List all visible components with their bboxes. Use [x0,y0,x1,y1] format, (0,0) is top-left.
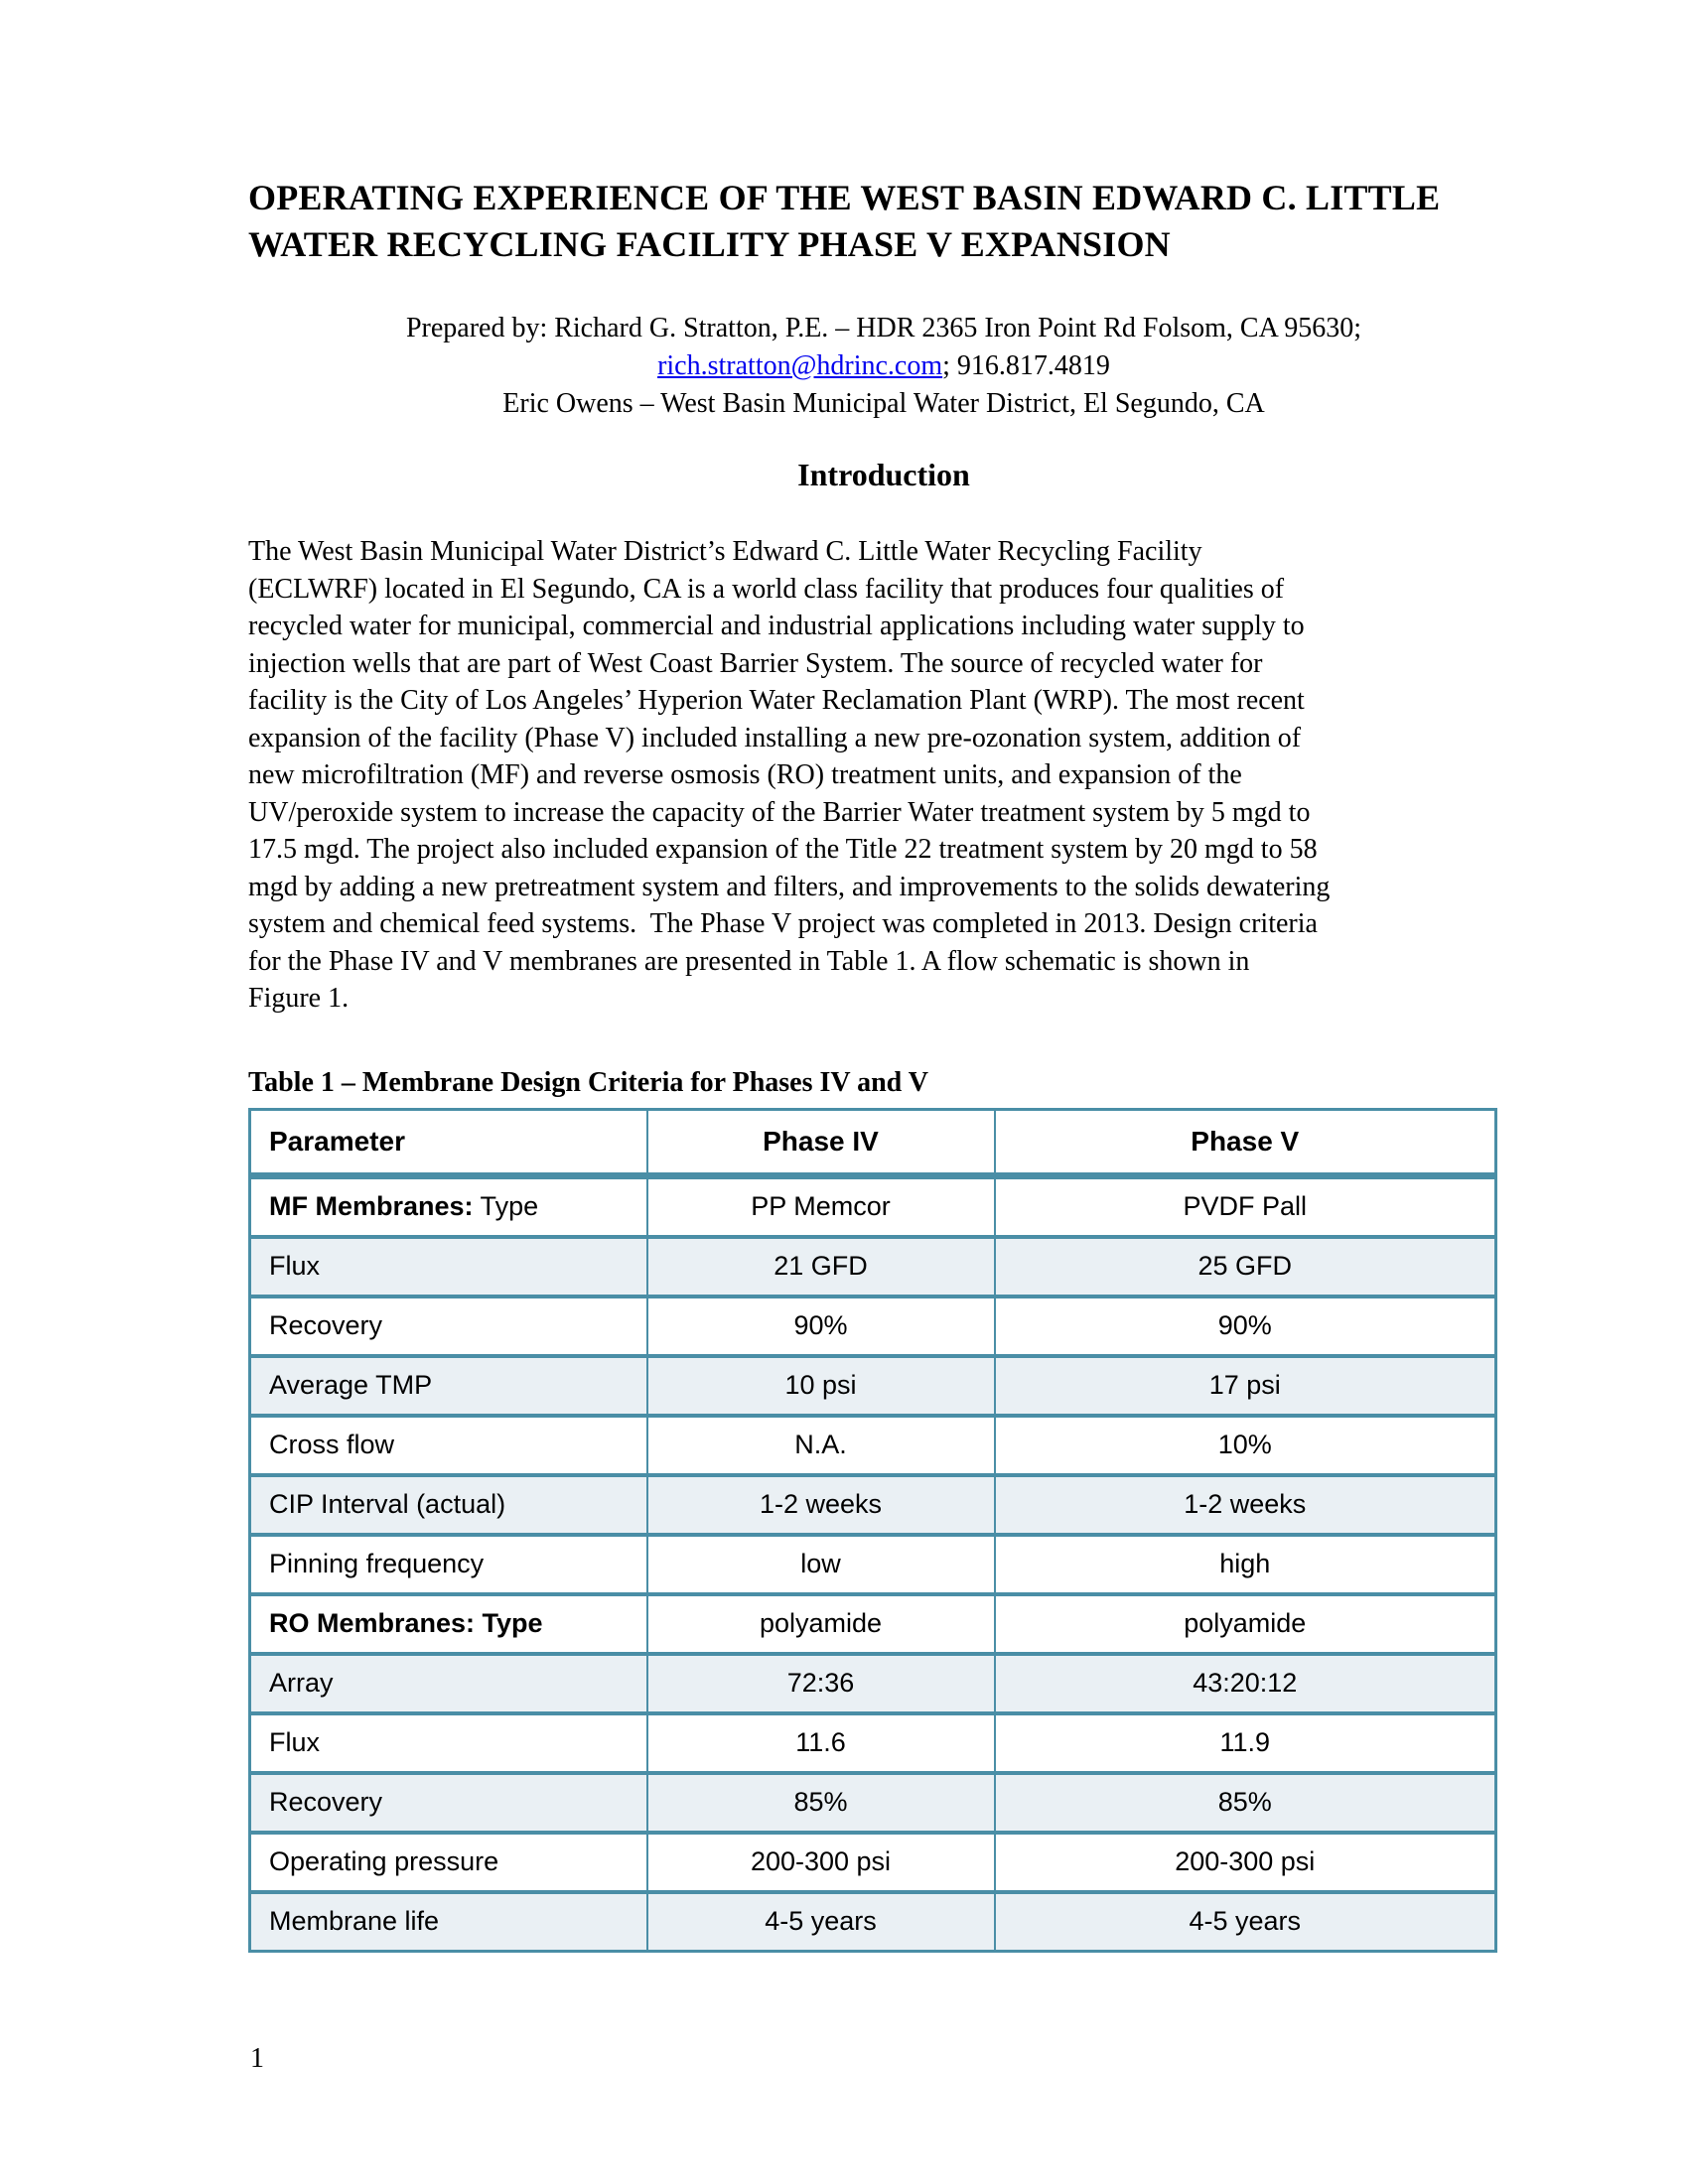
paragraph-line: for the Phase IV and V membranes are presented in Table 1. A flow schematic is shown in [248,945,1250,977]
phase4-cell: N.A. [647,1416,995,1475]
phase5-cell: 25 GFD [995,1237,1496,1297]
phase5-cell: 200-300 psi [995,1833,1496,1892]
paragraph-line: Figure 1. [248,983,350,1014]
paragraph-line: 17.5 mgd. The project also included expansion of the Title 22 treatment system by 20 mgd to 58 [248,834,1318,865]
authors-block [248,310,1519,423]
paragraph-line: new microfiltration (MF) and reverse osmosis (RO) treatment units, and expansion of the [248,759,1242,790]
param-cell: RO Membranes: Type [250,1594,647,1654]
table-caption: Table 1 – Membrane Design Criteria for Phases IV and V [248,1066,928,1098]
column-header-parameter: Parameter [250,1109,647,1175]
table-row [250,1237,1496,1297]
table-row [250,1416,1496,1475]
paragraph-line: expansion of the facility (Phase V) included installing a new pre-ozonation system, addition of [248,722,1302,753]
param-cell: Recovery [250,1297,647,1356]
phase4-cell: 1-2 weeks [647,1475,995,1535]
phase5-cell: 85% [995,1773,1496,1833]
table-header-row [250,1109,1496,1175]
table-row [250,1475,1496,1535]
table-row [250,1594,1496,1654]
phase4-cell: polyamide [647,1594,995,1654]
page-number: 1 [250,2043,264,2074]
table-row [250,1833,1496,1892]
phase4-cell: 200-300 psi [647,1833,995,1892]
table-row [250,1773,1496,1833]
phase5-cell: 43:20:12 [995,1654,1496,1713]
paragraph-line: The West Basin Municipal Water District’s Edward C. Little Water Recycling Facility [248,536,1202,567]
param-cell: Membrane life [250,1892,647,1952]
phase4-cell: 4-5 years [647,1892,995,1952]
page-title [248,175,1519,268]
phase4-cell: 72:36 [647,1654,995,1713]
table-row [250,1535,1496,1594]
paragraph-line: system and chemical feed systems. The Phase V project was completed in 2013. Design criteria [248,908,1318,939]
table-row [250,1892,1496,1952]
table-row [250,1297,1496,1356]
param-cell: Flux [250,1237,647,1297]
phase4-cell: 85% [647,1773,995,1833]
phase5-cell: 17 psi [995,1356,1496,1416]
phase4-cell: PP Memcor [647,1175,995,1237]
table-row [250,1175,1496,1237]
phase4-cell: low [647,1535,995,1594]
phase5-cell: 90% [995,1297,1496,1356]
paragraph-line: mgd by adding a new pretreatment system and filters, and improvements to the solids dewatering [248,871,1331,902]
phase5-cell: PVDF Pall [995,1175,1496,1237]
paragraph-line: UV/peroxide system to increase the capacity of the Barrier Water treatment system by 5 mgd to [248,796,1311,828]
column-header-phase4: Phase IV [647,1109,995,1175]
phase5-cell: 4-5 years [995,1892,1496,1952]
phase5-cell: polyamide [995,1594,1496,1654]
phase4-cell: 10 psi [647,1356,995,1416]
paragraph-line: (ECLWRF) located in El Segundo, CA is a world class facility that produces four qualities of [248,573,1285,605]
paragraph-line: recycled water for municipal, commercial and industrial applications including water supply to [248,611,1305,641]
email-link[interactable]: rich.stratton@hdrinc.com [657,350,943,381]
phase5-cell: high [995,1535,1496,1594]
param-cell: Operating pressure [250,1833,647,1892]
phase5-cell: 10% [995,1416,1496,1475]
phase5-cell: 1-2 weeks [995,1475,1496,1535]
table-row [250,1356,1496,1416]
page-content [248,0,1519,1953]
param-cell: Average TMP [250,1356,647,1416]
param-cell: CIP Interval (actual) [250,1475,647,1535]
phase4-cell: 90% [647,1297,995,1356]
param-cell: Cross flow [250,1416,647,1475]
table-row [250,1654,1496,1713]
phase4-cell: 11.6 [647,1713,995,1773]
param-cell: MF Membranes: Type [250,1175,647,1237]
param-cell: Array [250,1654,647,1713]
table-row [250,1713,1496,1773]
authors-line1: Prepared by: Richard G. Stratton, P.E. – HDR 2365 Iron Point Rd Folsom, CA 95630; [405,313,1362,343]
paragraph-line: injection wells that are part of West Coast Barrier System. The source of recycled water for [248,647,1263,679]
authors-line2 [248,347,1519,385]
param-cell: Recovery [250,1773,647,1833]
param-cell: Pinning frequency [250,1535,647,1594]
page-title-line1: OPERATING EXPERIENCE OF THE WEST BASIN EDWARD C. LITTLE [248,178,1441,217]
phase5-cell: 11.9 [995,1713,1496,1773]
membrane-design-table [248,1108,1497,1953]
phone-text: ; 916.817.4819 [942,350,1110,381]
column-header-phase5: Phase V [995,1109,1496,1175]
authors-line3: Eric Owens – West Basin Municipal Water District, El Segundo, CA [502,388,1265,419]
page-title-line2: WATER RECYCLING FACILITY PHASE V EXPANSION [248,224,1171,264]
param-cell: Flux [250,1713,647,1773]
paragraph-line: facility is the City of Los Angeles’ Hyperion Water Reclamation Plant (WRP). The most recent [248,685,1305,716]
section-heading: Introduction [797,457,970,492]
intro-paragraph [248,533,1519,1018]
phase4-cell: 21 GFD [647,1237,995,1297]
